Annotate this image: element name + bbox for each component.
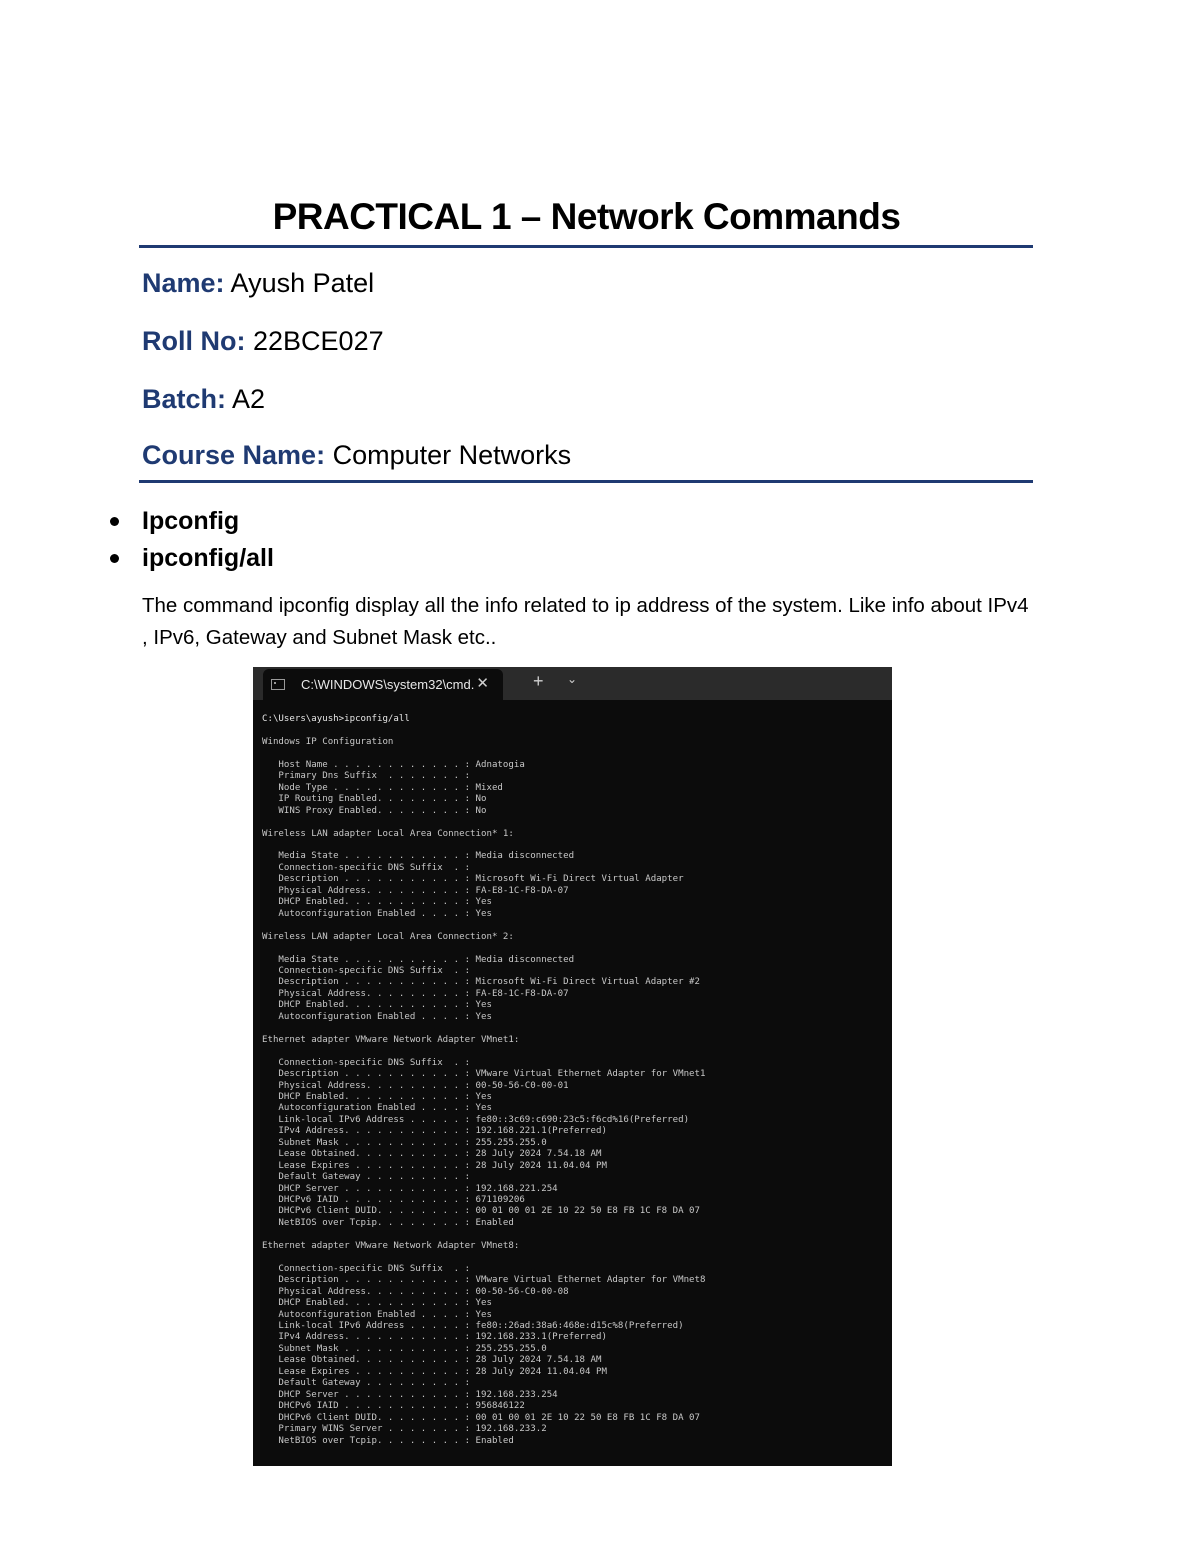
list-item	[110, 540, 274, 577]
terminal-line: WINS Proxy Enabled. . . . . . . . : No	[278, 805, 487, 816]
name-value: Ayush Patel	[230, 268, 375, 298]
terminal-line: Wireless LAN adapter Local Area Connection* 1:	[262, 828, 514, 839]
terminal-line: Windows IP Configuration	[262, 736, 394, 747]
terminal-line: Ethernet adapter VMware Network Adapter VMnet1:	[262, 1034, 520, 1045]
terminal-screenshot	[253, 667, 892, 1466]
terminal-line: Connection-specific DNS Suffix . :	[278, 1057, 471, 1068]
description-paragraph: The command ipconfig display all the info related to ip address of the system. Like info about IPv4 , IPv6, Gateway and Subnet Mask etc..	[142, 594, 1029, 649]
terminal-line: DHCP Server . . . . . . . . . . . : 192.168.233.254	[278, 1389, 558, 1400]
terminal-line: Autoconfiguration Enabled . . . . : Yes	[278, 1103, 492, 1114]
terminal-line: Node Type . . . . . . . . . . . . : Mixed	[278, 782, 503, 793]
terminal-line: DHCP Enabled. . . . . . . . . . . : Yes	[278, 1000, 492, 1011]
terminal-line: Lease Expires . . . . . . . . . . : 28 July 2024 11.04.04 PM	[278, 1160, 607, 1171]
terminal-line: Connection-specific DNS Suffix . :	[278, 862, 471, 873]
terminal-line: DHCPv6 Client DUID. . . . . . . . : 00 01 00 01 2E 10 22 50 E8 FB 1C F8 DA 07	[278, 1412, 700, 1423]
terminal-line: Lease Expires . . . . . . . . . . : 28 July 2024 11.04.04 PM	[278, 1366, 607, 1377]
terminal-line: Physical Address. . . . . . . . . : 00-50-56-C0-00-01	[278, 1080, 569, 1091]
student-roll-no	[142, 326, 384, 357]
terminal-line: Autoconfiguration Enabled . . . . : Yes	[278, 1011, 492, 1022]
terminal-prompt: C:\Users\ayush>ipconfig/all	[262, 714, 410, 724]
student-name	[142, 268, 374, 299]
name-label: Name:	[142, 268, 225, 298]
terminal-line: DHCP Server . . . . . . . . . . . : 192.168.221.254	[278, 1183, 558, 1194]
title-divider	[139, 245, 1033, 248]
terminal-line: Link-local IPv6 Address . . . . . : fe80::26ad:38a6:468e:d15c%8(Preferred)	[278, 1321, 684, 1332]
terminal-line: Media State . . . . . . . . . . . : Media disconnected	[278, 954, 575, 965]
terminal-line: DHCP Enabled. . . . . . . . . . . : Yes	[278, 1091, 492, 1102]
terminal-line: Host Name . . . . . . . . . . . . : Adnatogia	[278, 759, 525, 770]
command-label: Ipconfig	[142, 507, 240, 535]
roll-value: 22BCE027	[253, 326, 384, 356]
terminal-line: Primary WINS Server . . . . . . . : 192.168.233.2	[278, 1424, 547, 1435]
terminal-tab[interactable]	[263, 669, 503, 700]
close-icon[interactable]: ✕	[476, 675, 489, 692]
terminal-line: Description . . . . . . . . . . . : Microsoft Wi-Fi Direct Virtual Adapter	[278, 874, 684, 885]
terminal-line: Default Gateway . . . . . . . . . :	[278, 1378, 471, 1389]
terminal-icon	[271, 679, 285, 690]
course-value: Computer Networks	[332, 440, 572, 470]
chevron-down-icon[interactable]: ⌄	[567, 672, 578, 686]
batch-label: Batch:	[142, 384, 227, 414]
terminal-line: DHCP Enabled. . . . . . . . . . . : Yes	[278, 1298, 492, 1309]
roll-label: Roll No:	[142, 326, 246, 356]
batch-value: A2	[232, 384, 266, 414]
terminal-tab-title: C:\WINDOWS\system32\cmd.	[301, 677, 475, 692]
course-name	[142, 440, 571, 471]
page-title: PRACTICAL 1 – Network Commands	[272, 196, 901, 237]
terminal-line: Link-local IPv6 Address . . . . . : fe80::3c69:c690:23c5:f6cd%16(Preferred)	[278, 1114, 690, 1125]
list-item	[110, 503, 274, 540]
terminal-line: Description . . . . . . . . . . . : Microsoft Wi-Fi Direct Virtual Adapter #2	[278, 977, 700, 988]
info-divider	[139, 480, 1033, 483]
terminal-line: Autoconfiguration Enabled . . . . : Yes	[278, 908, 492, 919]
command-list	[110, 503, 274, 577]
terminal-line: Subnet Mask . . . . . . . . . . . : 255.255.255.0	[278, 1343, 547, 1354]
terminal-line: NetBIOS over Tcpip. . . . . . . . : Enabled	[278, 1217, 514, 1228]
terminal-line: Physical Address. . . . . . . . . : 00-50-56-C0-00-08	[278, 1286, 569, 1297]
terminal-line: Connection-specific DNS Suffix . :	[278, 965, 471, 976]
terminal-line: Description . . . . . . . . . . . : VMware Virtual Ethernet Adapter for VMnet1	[278, 1069, 706, 1080]
terminal-line: Default Gateway . . . . . . . . . :	[278, 1172, 471, 1183]
terminal-line: DHCP Enabled. . . . . . . . . . . : Yes	[278, 897, 492, 908]
terminal-line: Subnet Mask . . . . . . . . . . . : 255.255.255.0	[278, 1137, 547, 1148]
command-label: ipconfig/all	[142, 544, 274, 572]
course-label: Course Name:	[142, 440, 326, 470]
student-batch	[142, 384, 265, 415]
terminal-line: IP Routing Enabled. . . . . . . . : No	[278, 794, 487, 805]
terminal-line: Autoconfiguration Enabled . . . . : Yes	[278, 1309, 492, 1320]
terminal-line: DHCPv6 IAID . . . . . . . . . . . : 956846122	[278, 1401, 525, 1412]
terminal-line: Ethernet adapter VMware Network Adapter VMnet8:	[262, 1240, 520, 1251]
terminal-line: NetBIOS over Tcpip. . . . . . . . : Enabled	[278, 1435, 514, 1446]
terminal-line: Lease Obtained. . . . . . . . . . : 28 July 2024 7.54.18 AM	[278, 1355, 602, 1366]
terminal-line: Lease Obtained. . . . . . . . . . : 28 July 2024 7.54.18 AM	[278, 1149, 602, 1160]
terminal-line: Primary Dns Suffix . . . . . . . :	[278, 771, 471, 782]
terminal-output	[253, 700, 892, 1447]
terminal-line: IPv4 Address. . . . . . . . . . . : 192.168.221.1(Preferred)	[278, 1126, 607, 1137]
terminal-line: Physical Address. . . . . . . . . : FA-E8-1C-F8-DA-07	[278, 885, 569, 896]
terminal-tab-bar	[253, 667, 892, 700]
terminal-line: Wireless LAN adapter Local Area Connection* 2:	[262, 931, 514, 942]
terminal-line: Media State . . . . . . . . . . . : Media disconnected	[278, 851, 575, 862]
terminal-line: IPv4 Address. . . . . . . . . . . : 192.168.233.1(Preferred)	[278, 1332, 607, 1343]
bullet-icon	[110, 517, 119, 526]
terminal-line: Connection-specific DNS Suffix . :	[278, 1263, 471, 1274]
terminal-line: DHCPv6 IAID . . . . . . . . . . . : 671109206	[278, 1195, 525, 1206]
terminal-line: DHCPv6 Client DUID. . . . . . . . : 00 01 00 01 2E 10 22 50 E8 FB 1C F8 DA 07	[278, 1206, 700, 1217]
terminal-line: Physical Address. . . . . . . . . : FA-E8-1C-F8-DA-07	[278, 988, 569, 999]
terminal-output-lines	[262, 737, 705, 1446]
terminal-line: Description . . . . . . . . . . . : VMware Virtual Ethernet Adapter for VMnet8	[278, 1275, 706, 1286]
new-tab-icon[interactable]: +	[533, 671, 544, 691]
bullet-icon	[110, 554, 119, 563]
